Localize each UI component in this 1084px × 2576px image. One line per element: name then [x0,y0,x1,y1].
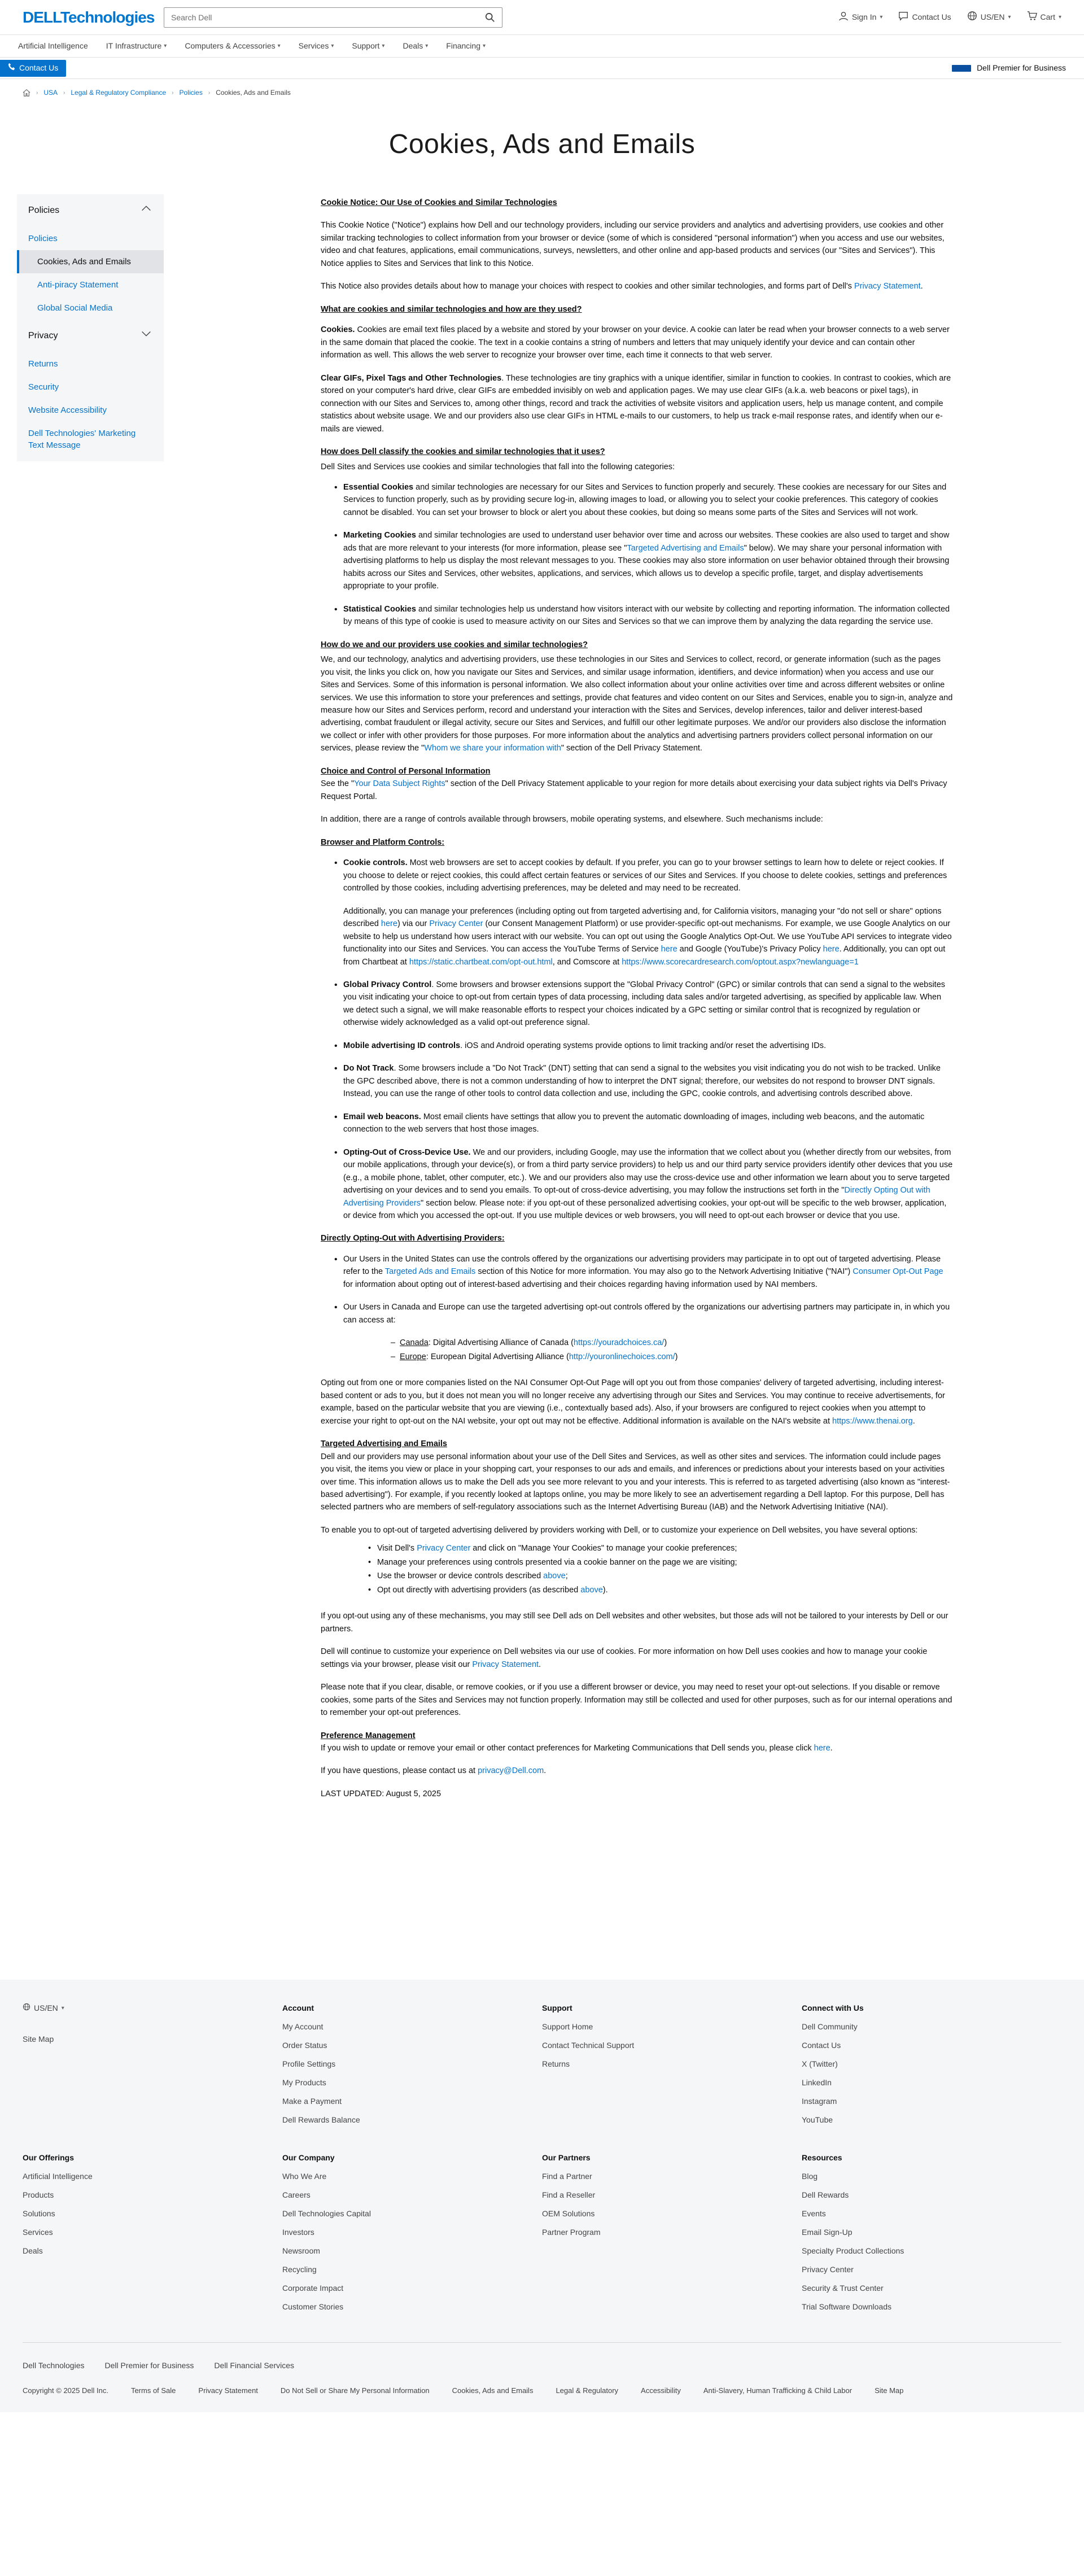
footer-link[interactable]: Security & Trust Center [802,2284,884,2293]
footer-col-company: Our Company Who We Are Careers Dell Technologies Capital Investors Newsroom Recycling Corporate Impact Customer Stories [282,2152,542,2320]
contact-bar [0,58,1084,79]
contact-us-label: Contact Us [19,63,59,72]
chevron-right-icon: › [63,89,65,96]
list-item: • Mobile advertising ID controls. iOS and Android operating systems provide options to limit tracking and/or reset the advertising IDs. [321,1040,953,1052]
footer-link[interactable]: Dell Rewards Balance [282,2115,360,2125]
notice-paragraph: This Notice also provides details about how to manage your choices with respect to cookies and other similar technologies, and forms part of Dell's Privacy Statement. [321,282,923,291]
footer-link[interactable]: Investors [282,2228,314,2237]
list-item: • Opting-Out of Cross-Device Use. We and our providers, including Google, may use the information that we collect about you (whether directly from our websites, from our mobile applications, through your device(s), or from a third party service providers) to help us and our third party service providers identify other devices that you use (e.g., a mobile phone, tablet, other computer, etc.). We and our providers also may use the cross-device use and other information we learn about you to serve targeted advertising on your devices and to send you emails. To opt-out of cross-device advertising, you may follow the instructions set forth in the "Directly Opting Out with Advertising Providers" section below. Please note: if you opt-out of these personalized advertising cookies, your opt-out will be specific to the web browser, application, or device from which you accessed the opt-out. If you use multiple devices or web browsers, you will need to opt-out each browser or device that you use. [321,1146,953,1222]
footer-brand-link[interactable]: Dell Premier for Business [104,2361,194,2370]
footer-col-partners: Our Partners Find a Partner Find a Reseller OEM Solutions Partner Program [542,2152,802,2320]
footer-link[interactable]: Dell Community [802,2022,858,2032]
section-heading-how: How do we and our providers use cookies and similar technologies? [321,640,588,649]
footer-link[interactable]: Who We Are [282,2172,327,2181]
top-header [0,0,1084,35]
footer-legal-link[interactable]: Cookies, Ads and Emails [452,2386,534,2395]
list-item: • Statistical Cookies and similar technologies help us understand how visitors interact with our website by collecting and reporting information. The information collected by means of this type of cookie is used to measure activity on our Sites and Services so that we can improve them by analyzing the data regarding the service use. [321,603,953,628]
nav-item-deals[interactable]: Deals ▾ [403,41,429,50]
list-item: – Europe: European Digital Advertising Alliance (http://youronlinechoices.com/) [343,1351,953,1363]
footer-legal-link[interactable]: Privacy Statement [198,2386,258,2395]
footer-link[interactable]: Dell Rewards [802,2190,849,2200]
premier-link[interactable] [952,62,1066,74]
sign-in-button[interactable] [838,11,883,24]
preference-here-link[interactable]: here [814,1744,831,1753]
how-paragraph: We, and our technology, analytics and advertising providers, use these technologies in our Sites and Services to collect, record, or generate information (such as the pages you visit, the links you click on, how you navigate our Sites and Services, and similar usage information, identifiers, and device information) when you access and use our Sites and Services. Some of this information is personal information. We also collect information about your online activities over time and across different websites or online services. We use this information to store your preferences and settings, provide chat features and video content on our Sites and Services, enable you to sign-in, analyze and measure how our Sites and Services perform, record and understand your interaction with the Sites and Services, develop inferences, tailor and deliver interest-based advertising, combat fraudulent or illegal activity, secure our Sites and Services, and fulfill our other legitimate purposes. We and/or our providers also disclose the information we collect or infer with other providers for those purposes. For more information about the analytics and advertising partners providers collect personal information on our services, please review the "Whom we share your information with" section of the Dell Privacy Statement. [321,655,953,753]
chevron-down-icon: ▾ [482,43,486,49]
cart-icon [1027,11,1037,24]
footer-col-support: Support Support Home Contact Technical Support Returns [542,2002,802,2133]
data-subject-rights-link[interactable]: Your Data Subject Rights [354,779,445,789]
list-item: • Email web beacons. Most email clients have settings that allow you to prevent the automatic downloading of images, including web beacons, and the automatic connection to the web servers that host those images. [321,1111,953,1136]
sidebar-item-cookies[interactable]: Cookies, Ads and Emails [17,250,164,273]
footer-col-connect: Connect with Us Dell Community Contact Us X (Twitter) LinkedIn Instagram YouTube [802,2002,1061,2133]
comscore-optout-link[interactable]: https://www.scorecardresearch.com/optout.aspx?newlanguage=1 [622,957,859,967]
footer-brand-link[interactable]: Dell Technologies [23,2361,85,2370]
breadcrumb-usa[interactable]: USA [43,89,58,97]
nav-item-financing[interactable]: Financing ▾ [446,41,486,50]
user-icon [838,11,849,24]
sidebar-item-accessibility[interactable]: Website Accessibility [28,405,107,415]
section-heading-direct: Directly Opting-Out with Advertising Providers: [321,1234,505,1243]
footer-link[interactable]: Deals [23,2246,43,2256]
breadcrumb-legal[interactable]: Legal & Regulatory Compliance [71,89,167,97]
nav-item-ai[interactable]: Artificial Intelligence [18,41,88,50]
dell-logo[interactable]: DELLTechnologies [23,8,155,26]
footer-link[interactable]: My Products [282,2078,326,2088]
cart-label: Cart [1040,12,1055,21]
privacy-center-link[interactable]: Privacy Center [429,919,483,929]
list-item: – Canada: Digital Advertising Alliance of Canada (https://youradchoices.ca/) [343,1337,953,1349]
section-heading-cookie-notice: Cookie Notice: Our Use of Cookies and Similar Technologies [321,198,557,207]
phone-icon [8,62,16,74]
footer-link[interactable]: Careers [282,2190,311,2200]
footer-legal-link[interactable]: Do Not Sell or Share My Personal Information [280,2386,430,2395]
chevron-down-icon: ▾ [331,43,334,49]
sidebar [17,194,164,461]
list-item: • Our Users in Canada and Europe can use the targeted advertising opt-out controls offered by the organizations our advertising partners may participate in, in which you can access at: – Canada: Digital Advertising Alliance of Canada (https://youradchoices.ca/) – Europe: European Digital Advertising Alliance (http://youronlinechoices.com/) [321,1301,953,1363]
section-heading-what: What are cookies and similar technologies and how are they used? [321,304,582,314]
nav-item-computers[interactable]: Computers & Accessories ▾ [185,41,281,50]
footer-legal-link[interactable]: Site Map [875,2386,904,2395]
sidebar-item-policies[interactable]: Policies [28,234,58,243]
nav-item-support[interactable]: Support ▾ [352,41,385,50]
youtube-terms-link[interactable]: here [661,945,678,954]
cookie-controls-more: Additionally, you can manage your preferences (including opting out from targeted advertising and, for California visitors, managing your "do not sell or share" options described here) via our Privacy Center (our Consent Management Platform) or use provider-specific opt-out mechanisms. For example, we use Google Analytics on our website to help us understand how users interact with our website. You can opt out using the Google Analytics Opt-Out. We use YouTube API services to integrate video functionality into our Sites and Services. You can access the YouTube Terms of Service here and Google (YouTube)'s Privacy Policy here. Additionally, you can opt out from Chartbeat at https://static.chartbeat.com/opt-out.html, and Comscore at https://www.scorecardresearch.com/optout.aspx?newlanguage=1 [343,906,952,967]
chevron-down-icon: ▾ [61,2005,64,2012]
footer-brands [23,2342,1061,2385]
targeted-advertising-link[interactable]: Targeted Advertising and Emails [627,543,744,553]
whom-we-share-link[interactable]: Whom we share your information with [424,744,561,753]
footer-link[interactable]: Support Home [542,2022,593,2032]
breadcrumb-current: Cookies, Ads and Emails [216,89,291,97]
copyright: Copyright © 2025 Dell Inc. [23,2386,108,2395]
footer-link[interactable]: Instagram [802,2097,837,2106]
contact-us-label: Contact Us [912,12,951,21]
footer-site-map[interactable]: Site Map [23,2034,54,2044]
main-layout [0,197,1084,1810]
footer-locale-col [23,2002,282,2133]
classify-paragraph: Dell Sites and Services use cookies and similar technologies that fall into the following categories: [321,462,675,471]
footer-link[interactable]: Find a Reseller [542,2190,596,2200]
chevron-down-icon: ▾ [1008,14,1011,20]
controls-paragraph: In addition, there are a range of controls available through browsers, mobile operating systems, and elsewhere. Such mechanisms include: [321,815,823,824]
footer-link[interactable]: Partner Program [542,2228,601,2237]
above-link[interactable]: above [580,1585,603,1595]
premier-icon [952,65,971,72]
canada-choices-link[interactable]: https://youradchoices.ca/ [573,1338,665,1348]
footer-link[interactable]: Contact Technical Support [542,2041,635,2050]
google-privacy-link[interactable]: here [823,945,840,954]
privacy-email-link[interactable]: privacy@Dell.com [478,1766,544,1776]
section-heading-choice: Choice and Control of Personal Information [321,766,491,776]
chevron-down-icon: ▾ [1058,14,1061,20]
footer-link[interactable]: Find a Partner [542,2172,592,2181]
chevron-down-icon: ▾ [425,43,429,49]
chevron-down-icon: ▾ [880,14,883,20]
chevron-right-icon: › [208,89,211,96]
footer-locale-selector[interactable]: US/EN ▾ [23,2002,271,2014]
cart-button[interactable] [1027,11,1061,24]
footer [0,1980,1084,2412]
breadcrumb-policies[interactable]: Policies [179,89,203,97]
footer-link[interactable]: X (Twitter) [802,2059,838,2069]
chartbeat-optout-link[interactable]: https://static.chartbeat.com/opt-out.html [409,957,553,967]
search-input[interactable] [171,13,485,22]
section-heading-classify: How does Dell classify the cookies and similar technologies that it uses? [321,447,605,457]
region-list [343,1337,953,1363]
page-title: Cookies, Ads and Emails [388,129,696,159]
chevron-right-icon: › [36,89,38,96]
browser-controls-list [321,857,953,1222]
sidebar-item-social-media[interactable]: Global Social Media [37,303,113,313]
footer-link[interactable]: Order Status [282,2041,327,2050]
footer-link[interactable]: Events [802,2209,826,2219]
targeted-ads-link[interactable]: Targeted Ads and Emails [384,1267,476,1277]
footer-brand-link[interactable]: Dell Financial Services [214,2361,295,2370]
footer-link[interactable]: YouTube [802,2115,833,2125]
footer-link[interactable]: Corporate Impact [282,2284,344,2293]
questions-paragraph: If you have questions, please contact us at privacy@Dell.com. [321,1766,547,1776]
list-item: • Cookie controls. Most web browsers are set to accept cookies by default. If you prefer, you can go to your browser settings to learn how to delete or reject cookies. If you choose to delete or reject cookies, this could affect certain features or services of our Sites and Services. If you choose to delete cookies, settings and preferences controlled by those cookies, including advertising preferences, may be deleted and may need to be recreated. Additionally, you can manage your preferences (including opting out from targeted advertising and, for California visitors, managing your "do not sell or share" options described here) via our Privacy Center (our Consent Management Platform) or use provider-specific opt-out mechanisms. For example, we use Google Analytics on our website to help us understand how users interact with our website. You can opt out using the Google Analytics Opt-Out. We use YouTube API services to integrate video functionality into our Sites and Services. You can access the YouTube Terms of Service here and Google (YouTube)'s Privacy Policy here. Additionally, you can opt out from Chartbeat at https://static.chartbeat.com/opt-out.html, and Comscore at https://www.scorecardresearch.com/optout.aspx?newlanguage=1 [321,857,953,968]
europe-choices-link[interactable]: http://youronlinechoices.com/ [569,1352,675,1361]
footer-link[interactable]: My Account [282,2022,324,2032]
contact-us-button[interactable] [0,60,66,77]
footer-legal-link[interactable]: Anti-Slavery, Human Trafficking & Child Labor [703,2386,853,2395]
nav-item-services[interactable]: Services ▾ [298,41,334,50]
footer-link[interactable]: Profile Settings [282,2059,336,2069]
list-item: • Global Privacy Control. Some browsers and browser extensions support the "Global Privacy Control" (GPC) or similar controls that can send a signal to the websites you visit indicating your choice to opt-out from certain types of data processing, including data sales and/or targeted advertising, as specified by applicable law. When we detect such a signal, we will make reasonable efforts to respect your choices indicated by a GPC setting or similar control that is recognized by regulation or otherwise widely acknowledged as a valid opt-out preference signal. [321,979,953,1029]
direct-optout-link[interactable]: Directly Opting Out with Advertising Providers [343,1186,930,1208]
sidebar-item-returns[interactable]: Returns [28,359,58,369]
footer-link[interactable]: Dell Technologies Capital [282,2209,371,2219]
footer-link[interactable]: Blog [802,2172,818,2181]
footer-link[interactable]: Newsroom [282,2246,320,2256]
sidebar-item-security[interactable]: Security [28,382,59,392]
globe-icon [967,11,977,24]
sign-in-label: Sign In [851,12,877,21]
targeted-paragraph: Dell and our providers may use personal information about your use of the Dell Sites and Services, as well as other sites and services. The information could include pages you visit, the items you view or place in your shopping cart, your responses to our ads and emails, and inferences or predictions about your interests based on your activities over time. This information allows us to make the Dell ads you see more relevant to you and your interests. This is referred to as targeted advertising (also known as "interest-based advertising"). For example, if you recently looked at laptops online, you may be more likely to see an advertisement regarding a Dell laptop. For this purpose, Dell has selected partners who are members of self-regulatory associations such as the Internet Advertising Bureau (IAB) and the Network Advertising Initiative (NAI). [321,1452,950,1512]
chevron-down-icon [140,328,152,344]
footer-col-offerings: Our Offerings Artificial Intelligence Products Solutions Services Deals [23,2152,282,2320]
list-item: • Our Users in the United States can use the controls offered by the organizations our advertising providers may participate in to opt out of targeted advertising. Please refer to the Targeted Ads and Emails section of this Notice for more information. You may also go to the Network Advertising Initiative ("NAI") Consumer Opt-Out Page for information about opting out of interest-based advertising and their choices regarding having information used by NAI members. [321,1253,953,1291]
footer-link[interactable]: Artificial Intelligence [23,2172,93,2181]
footer-link[interactable]: Returns [542,2059,570,2069]
list-item: • Essential Cookies and similar technologies are necessary for our Sites and Services to function properly and securely. These cookies are necessary for our Sites and Services to function properly, such as by providing secure log-in, allowing images to load, or allowing you to select your cookie preferences. This category of cookies cannot be disabled. You can set your browser to block or alert you about these cookies, but doing so means some parts of the Sites and Services will not work. [321,481,953,519]
footer-link[interactable]: Email Sign-Up [802,2228,853,2237]
direct-optout-list [321,1253,953,1363]
footer-link[interactable]: OEM Solutions [542,2209,595,2219]
main-nav [0,35,1084,58]
options-intro: To enable you to opt-out of targeted advertising delivered by providers working with Dell, or to customize your experience on Dell websites, you have several options: [321,1525,918,1535]
choice-paragraph: See the "Your Data Subject Rights" section of the Dell Privacy Statement applicable to your region for more details about exercising your data subject rights via Dell's Privacy Request Portal. [321,779,947,801]
footer-legal [23,2385,1061,2412]
search-icon[interactable] [485,12,495,23]
cookies-paragraph: Cookies. Cookies are email text files placed by a website and stored by your browser on your device. A cookie can later be read when your browser connects to a web server in the same domain that placed the cookie. The text in a cookie contains a string of numbers and letters that may uniquely identify your device and can contain other information as well. This allows the web server to recognize your browser over time, each time it connects to that web server. [321,325,950,360]
nai-optout-link[interactable]: Consumer Opt-Out Page [853,1267,943,1277]
continue-customize-paragraph: Dell will continue to customize your experience on Dell websites via our use of cookies. For more information on how Dell uses cookies and how to manage your cookie settings via your browser, please visit our Privacy Statement. [321,1647,928,1669]
chat-icon [898,11,908,24]
contact-us-link[interactable] [898,11,951,24]
footer-col-account: Account My Account Order Status Profile Settings My Products Make a Payment Dell Rewards Balance [282,2002,542,2133]
footer-link[interactable]: Products [23,2190,54,2200]
gifs-paragraph: Clear GIFs, Pixel Tags and Other Technologies. These technologies are tiny graphics with a unique identifier, similar in function to cookies. In contrast to cookies, which are stored on your computer's hard drive, clear GIFs are embedded invisibly on web and application pages. We may use clear GIFs (a.k.a. web beacons or pixel tags), in connection with our Sites and Services to, among other things, record and track the activities of website visitors and application users, help us manage content, and compile statistics about website usage. We and our providers also use clear GIFs in HTML e-mails to our customers, to help us track e-mail response rates, and identify when our e-mails are viewed. [321,373,951,434]
privacy-center-link[interactable]: Privacy Center [417,1544,471,1553]
policy-content [321,197,953,1810]
footer-link[interactable]: Privacy Center [802,2265,854,2274]
chevron-down-icon: ▾ [382,43,385,49]
footer-row-2 [23,2152,1061,2320]
preference-paragraph: If you wish to update or remove your email or other contact preferences for Marketing Communications that Dell sends you, please click here. [321,1744,833,1753]
privacy-statement-link[interactable]: Privacy Statement [854,282,921,291]
home-icon[interactable] [23,89,30,97]
footer-legal-link[interactable]: Terms of Sale [130,2386,176,2395]
chevron-down-icon: ▾ [277,43,281,49]
globe-icon [23,2002,30,2014]
search-box[interactable] [164,7,502,28]
list-item: • Do Not Track. Some browsers include a "Do Not Track" (DNT) setting that can send a signal to the websites you visit indicating you do not wish to be tracked. Unlike the GPC described above, there is not a common understanding of how to interpret the DNT signal; therefore, our websites do not respond to browser DNT signals. Instead, you can use the range of other tools to control data collection and use, including the GPC, cookie controls, and advertising controls described above. [321,1062,953,1100]
footer-legal-link[interactable]: Accessibility [641,2386,681,2395]
still-see-ads-paragraph: If you opt-out using any of these mechanisms, you may still see Dell ads on Dell websites and other websites, but those ads will not be tailored to your interests by Dell or our partners. [321,1612,948,1634]
breadcrumb [0,79,1084,106]
nai-website-link[interactable]: https://www.thenai.org [832,1416,913,1426]
footer-link[interactable]: Specialty Product Collections [802,2246,904,2256]
footer-link[interactable]: LinkedIn [802,2078,832,2088]
list-item: • Marketing Cookies and similar technologies are used to understand user behavior over time and across our websites. These cookies are also used to target and show ads that are more relevant to your interests (for more information, please see "Targeted Advertising and Emails" below). We may share your personal information with advertising platforms to help us display the most relevant messages to you. These cookies may also store information on user behavior obtained through their browsing habits across our Sites and Services, other websites, applications, and services, which allows us to develop a specific profile, target, and display advertisements appropriate to your profile. [321,529,953,592]
footer-link[interactable]: Services [23,2228,53,2237]
footer-link[interactable]: Make a Payment [282,2097,342,2106]
locale-selector[interactable] [967,11,1011,24]
section-heading-preference: Preference Management [321,1731,416,1740]
sidebar-privacy-toggle[interactable]: Privacy [17,320,164,352]
list-item: • Visit Dell's Privacy Center and click on "Manage Your Cookies" to manage your cookie preferences; [321,1542,953,1555]
footer-link[interactable]: Contact Us [802,2041,841,2050]
footer-link[interactable]: Recycling [282,2265,317,2274]
footer-row-1 [23,2002,1061,2133]
list-item: • Manage your preferences using controls presented via a cookie banner on the page we are visiting; [321,1556,953,1569]
reset-paragraph: Please note that if you clear, disable, or remove cookies, or if you use a different browser or device, you may need to reset your opt-out selections. If you disable or remove cookies, some parts of the Sites and Services may not function properly. Information may still be collected and used for other purposes, such as for our internal operations and to remember your opt-out preferences. [321,1683,952,1718]
chevron-up-icon [140,202,152,219]
locale-label: US/EN [980,12,1005,21]
chevron-right-icon: › [172,89,174,96]
optout-options-list [321,1542,953,1596]
cookie-categories-list [321,481,953,628]
sidebar-item-text-message[interactable]: Dell Technologies' Marketing Text Message [28,429,136,450]
nav-item-it-infrastructure[interactable]: IT Infrastructure ▾ [106,41,167,50]
here-link[interactable]: here [381,919,397,929]
nai-paragraph: Opting out from one or more companies listed on the NAI Consumer Opt-Out Page will opt you out from those companies' delivery of targeted advertising, including interest-based content or ads to you, but it does not mean you will no longer receive any advertising through our Sites and Services. You may continue to receive advertisements, for example, based on the particular website that you are viewing (i.e., contextually based ads). Also, if your browsers are configured to reject cookies when you attempt to exercise your right to opt-out on the NAI website, your opt out may not be effective. Additional information is available on the NAI's website at https://www.thenai.org. [321,1378,945,1426]
premier-label: Dell Premier for Business [977,63,1066,72]
footer-link[interactable]: Customer Stories [282,2302,344,2312]
footer-legal-link[interactable]: Legal & Regulatory [556,2386,619,2395]
footer-link[interactable]: Solutions [23,2209,55,2219]
list-item: • Opt out directly with advertising providers (as described above). [321,1584,953,1596]
intro-paragraph: This Cookie Notice ("Notice") explains how Dell and our technology providers, including our service providers and analytics and advertising providers, use cookies and other similar tracking technologies to collect information from your browser or device (some of which is considered "personal information") when you access and use our websites, video and chat features, applications, email communications, surveys, newsletters, and other online and app-based products and services (our "Sites and Services"). This Notice applies to Sites and Services that link to this Notice. [321,221,945,268]
footer-link[interactable]: Trial Software Downloads [802,2302,891,2312]
chevron-down-icon: ▾ [164,43,167,49]
sidebar-policies-toggle[interactable]: Policies [17,194,164,227]
footer-col-resources: Resources Blog Dell Rewards Events Email Sign-Up Specialty Product Collections Privacy Center Security & Trust Center Trial Software Downloads [802,2152,1061,2320]
above-link[interactable]: above [543,1571,566,1581]
sidebar-item-anti-piracy[interactable]: Anti-piracy Statement [37,280,119,290]
last-updated: LAST UPDATED: August 5, 2025 [321,1789,442,1798]
privacy-statement-link[interactable]: Privacy Statement [472,1660,539,1669]
section-heading-targeted: Targeted Advertising and Emails [321,1439,447,1449]
section-heading-browser: Browser and Platform Controls: [321,837,445,847]
list-item: • Use the browser or device controls described above; [321,1570,953,1582]
